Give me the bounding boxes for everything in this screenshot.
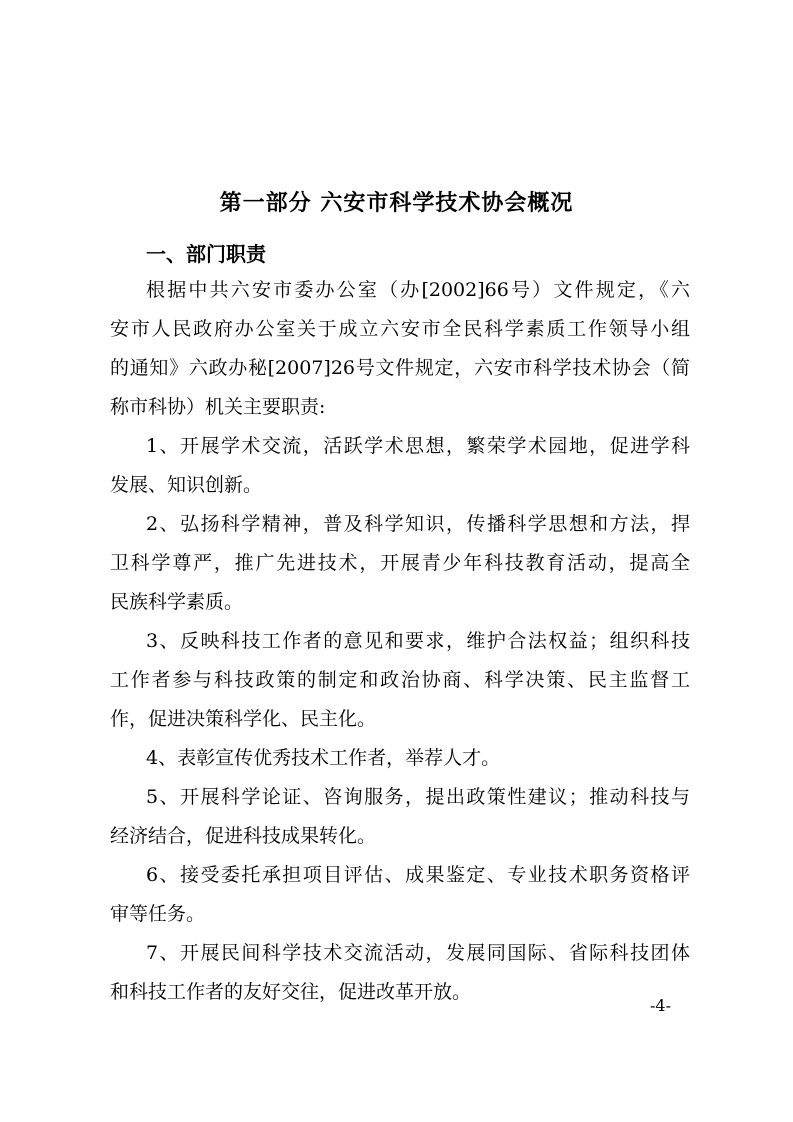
- paragraph-line: 和科技工作者的友好交往，促进改革开放。: [110, 981, 472, 1003]
- page-number: -4-: [650, 996, 671, 1015]
- paragraph-line: 称市科协）机关主要职责:: [110, 396, 326, 418]
- paragraph-line: 3、反映科技工作者的意见和要求，维护合法权益；组织科技: [146, 630, 690, 652]
- section-heading: 一、部门职责: [146, 242, 266, 266]
- paragraph-line: 卫科学尊严，推广先进技术，开展青少年科技教育活动，提高全: [110, 552, 690, 574]
- paragraph-line: 审等任务。: [110, 903, 206, 925]
- paragraph-line: 5、开展科学论证、咨询服务，提出政策性建议；推动科技与: [146, 786, 690, 808]
- paragraph-line: 安市人民政府办公室关于成立六安市全民科学素质工作领导小组: [110, 318, 690, 340]
- paragraph-line: 经济结合，促进科技成果转化。: [110, 825, 377, 847]
- paragraph-line: 作，促进决策科学化、民主化。: [110, 708, 377, 730]
- paragraph-line: 6、接受委托承担项目评估、成果鉴定、专业技术职务资格评: [146, 864, 690, 886]
- paragraph-line: 2、弘扬科学精神，普及科学知识，传播科学思想和方法，捍: [146, 513, 690, 535]
- paragraph-line: 根据中共六安市委办公室（办[2002]66号）文件规定，《六: [146, 279, 690, 301]
- paragraph-line: 1、开展学术交流，活跃学术思想，繁荣学术园地，促进学科: [146, 435, 690, 457]
- paragraph-line: 工作者参与科技政策的制定和政治协商、科学决策、民主监督工: [110, 669, 690, 691]
- paragraph-line: 发展、知识创新。: [110, 474, 263, 496]
- paragraph-line: 4、表彰宣传优秀技术工作者，举荐人才。: [146, 747, 501, 769]
- page-title: 第一部分 六安市科学技术协会概况: [219, 191, 574, 216]
- paragraph-line: 的通知》六政办秘[2007]26号文件规定，六安市科学技术协会（简: [110, 357, 690, 379]
- paragraph-line: 7、开展民间科学技术交流活动，发展同国际、省际科技团体: [146, 942, 690, 964]
- paragraph-line: 民族科学素质。: [110, 591, 244, 613]
